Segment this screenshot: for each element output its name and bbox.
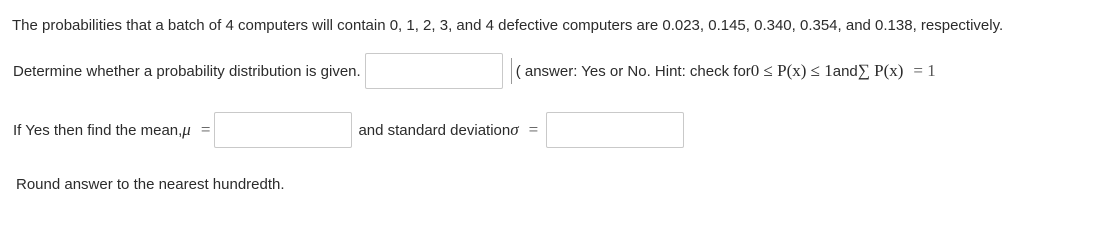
distribution-prompt: Determine whether a probability distribution is given. xyxy=(13,62,361,80)
hint-prefix: ( answer: Yes or No. Hint: check for xyxy=(515,62,751,80)
mu-symbol: μ xyxy=(182,120,191,139)
question-text: The probabilities that a batch of 4 computers will contain 0, 1, 2, 3, and 4 defective computers are 0.023, 0.145, 0.340, 0.354, and 0.138, respectively. xyxy=(12,17,1004,34)
hint-equals-one: = 1 xyxy=(913,61,936,80)
question-statement xyxy=(12,17,1003,34)
sd-answer-input[interactable] xyxy=(546,112,684,148)
hint-sum-math: ∑ P(x) xyxy=(857,61,904,80)
distribution-row xyxy=(13,53,936,89)
mean-equals-sign: = xyxy=(200,120,211,139)
mean-answer-input[interactable] xyxy=(214,112,352,148)
sd-prompt: and standard deviation xyxy=(358,121,511,139)
rounding-note-row xyxy=(16,176,285,193)
mean-prompt: If Yes then find the mean, xyxy=(13,121,183,139)
distribution-answer-input[interactable] xyxy=(365,53,503,89)
hint-inequality-math: 0 ≤ P(x) ≤ 1 xyxy=(750,61,833,80)
rounding-note: Round answer to the nearest hundredth. xyxy=(16,176,285,193)
sd-equals-sign: = xyxy=(528,120,539,139)
hint-text xyxy=(511,58,936,84)
mean-sd-row xyxy=(13,112,684,148)
hint-and: and xyxy=(832,62,858,80)
sigma-symbol: σ xyxy=(510,120,519,139)
